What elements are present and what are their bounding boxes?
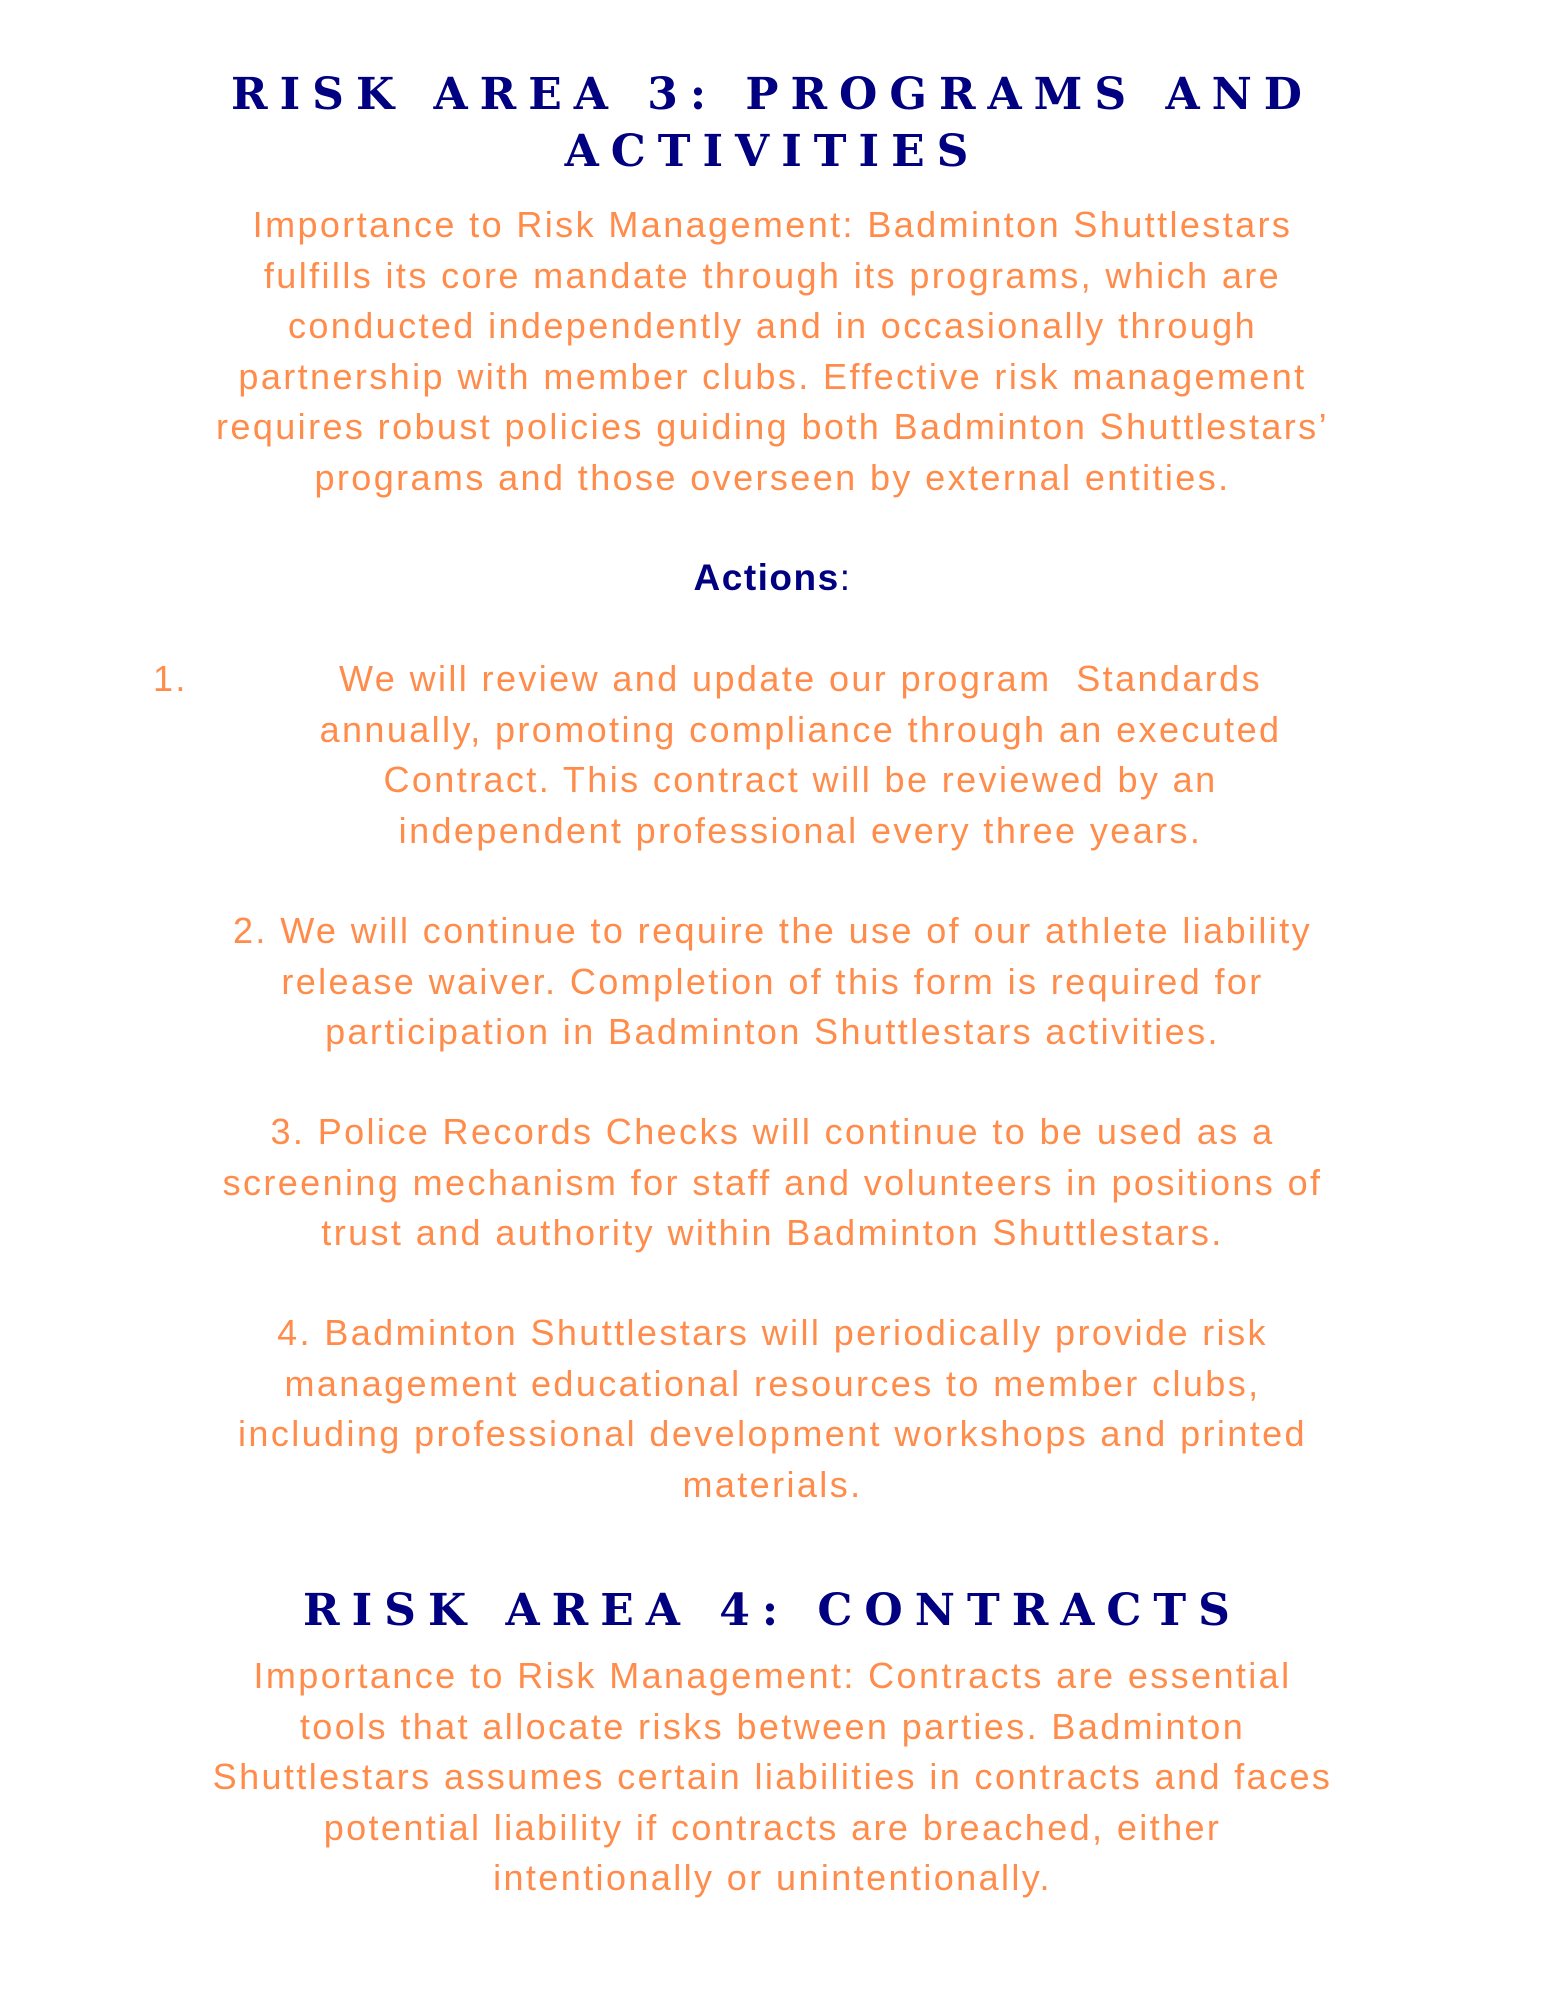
paragraph-line: We will review and update our program Standards bbox=[339, 658, 1262, 699]
paragraph-line: Importance to Risk Management: Badminton Shuttlestars bbox=[252, 204, 1293, 245]
paragraph-line: 4. Badminton Shuttlestars will periodically provide risk bbox=[277, 1312, 1268, 1353]
paragraph-line: including professional development workshops and printed bbox=[238, 1413, 1307, 1454]
paragraph-line: management educational resources to member clubs, bbox=[284, 1362, 1261, 1404]
paragraph-line: tools that allocate risks between parties. Badminton bbox=[299, 1705, 1246, 1747]
paragraph-line: Importance to Risk Management: Contracts are essential bbox=[253, 1655, 1292, 1696]
paragraph-line: screening mechanism for staff and volunteers in positions of bbox=[222, 1161, 1323, 1203]
paragraph-line: intentionally or unintentionally. bbox=[493, 1857, 1052, 1898]
risk-area-3-importance-paragraph bbox=[0, 200, 1545, 503]
paragraph-line: trust and authority within Badminton Shuttlestars. bbox=[321, 1212, 1224, 1253]
paragraph-line: Shuttlestars assumes certain liabilities in contracts and faces bbox=[212, 1756, 1333, 1797]
paragraph-line: Contract. This contract will be reviewed by an bbox=[383, 759, 1218, 800]
paragraph-line: annually, promoting compliance through an executed bbox=[319, 708, 1282, 750]
paragraph-line: materials. bbox=[682, 1463, 863, 1505]
action-item-4 bbox=[0, 1308, 1545, 1510]
paragraph-line: potential liability if contracts are breached, either bbox=[323, 1806, 1222, 1848]
heading-line: ACTIVITIES bbox=[564, 126, 981, 177]
actions-label bbox=[0, 553, 1545, 603]
action-item-2 bbox=[0, 906, 1545, 1058]
risk-area-4-heading: RISK AREA 4: CONTRACTS bbox=[303, 1585, 1242, 1636]
paragraph-line: partnership with member clubs. Effective risk management bbox=[238, 355, 1307, 397]
paragraph-line: requires robust policies guiding both Badminton Shuttlestars’ bbox=[216, 406, 1329, 447]
action-item-1 bbox=[0, 654, 1545, 856]
paragraph-line: fulfills its core mandate through its programs, which are bbox=[263, 254, 1282, 296]
actions-label-text: Actions bbox=[693, 557, 840, 598]
paragraph-line: conducted independently and in occasionally through bbox=[287, 305, 1257, 346]
list-number: 1. bbox=[153, 658, 188, 699]
actions-label-colon: : bbox=[839, 557, 852, 598]
paragraph-line: programs and those overseen by external entities. bbox=[314, 456, 1231, 498]
heading-line: RISK AREA 3: PROGRAMS AND bbox=[231, 69, 1314, 120]
risk-area-4-importance-paragraph bbox=[0, 1651, 1545, 1904]
paragraph-line: 2. We will continue to require the use of our athlete liability bbox=[232, 910, 1313, 951]
paragraph-line: participation in Badminton Shuttlestars activities. bbox=[325, 1011, 1220, 1052]
paragraph-line: 3. Police Records Checks will continue to be used as a bbox=[270, 1111, 1275, 1152]
paragraph-line: independent professional every three years. bbox=[398, 809, 1203, 851]
risk-area-3-heading bbox=[0, 66, 1545, 180]
action-item-3 bbox=[0, 1107, 1545, 1259]
paragraph-line: release waiver. Completion of this form is required for bbox=[281, 960, 1264, 1002]
